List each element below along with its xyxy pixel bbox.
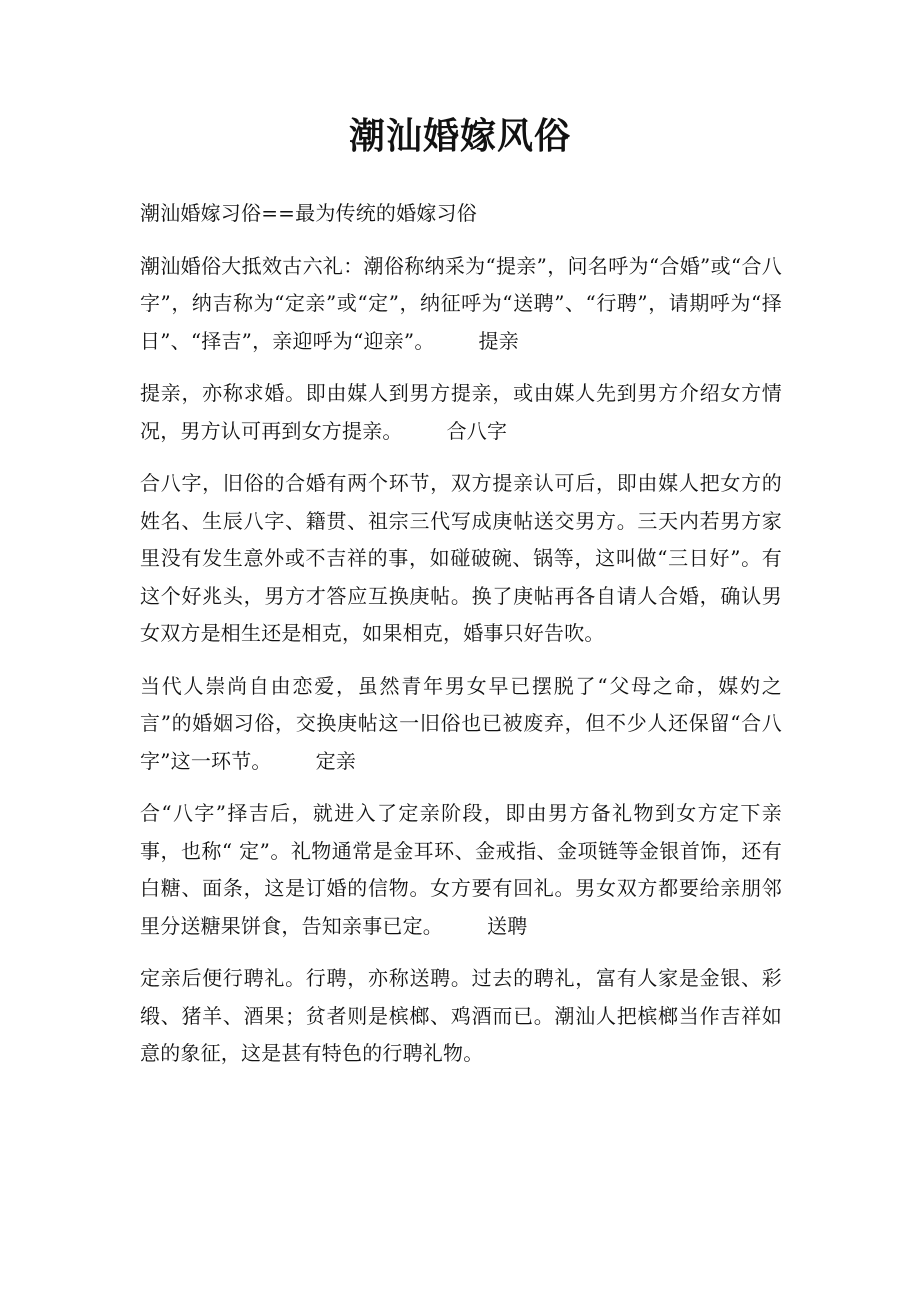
paragraph-text: 潮汕婚俗大抵效古六礼：潮俗称纳采为“提亲”，问名呼为“合婚”或“合八字”，纳吉称为“定亲”或“定”，纳征呼为“送聘”、“行聘”，请期呼为“择日”、“择吉”，亲迎呼为“迎亲”。: [140, 253, 782, 353]
paragraph-intro: [140, 248, 782, 361]
paragraph-hebazi: [140, 465, 782, 653]
paragraph-dingqin: [140, 795, 782, 945]
section-heading-dingqin: 定亲: [315, 748, 357, 773]
document-title: 潮汕婚嫁风俗: [348, 115, 571, 157]
paragraph-tiqin: [140, 375, 782, 450]
section-heading-songpin: 送聘: [487, 913, 528, 938]
section-heading-tiqin: 提亲: [478, 328, 519, 353]
paragraph-modern: [140, 668, 782, 781]
paragraph-songpin: [140, 960, 782, 1073]
paragraph-text: 定亲后便行聘礼。行聘，亦称送聘。过去的聘礼，富有人家是金银、彩缎、猪羊、酒果；贫者则是槟榔、鸡酒而已。潮汕人把槟榔当作吉祥如意的象征，这是甚有特色的行聘礼物。: [140, 966, 782, 1065]
section-heading-hebazi: 合八字: [446, 418, 508, 443]
subtitle-paragraph: 潮汕婚嫁习俗==最为传统的婚嫁习俗: [140, 201, 477, 225]
paragraph-text: 合“八字”择吉后，就进入了定亲阶段，即由男方备礼物到女方定下亲事，也称“ 定”。礼物通常是金耳环、金戒指、金项链等金银首饰，还有白糖、面条，这是订婚的信物。女方要有回礼。男女双方都要给亲朋邻里分送糖果饼食，告知亲事已定。: [140, 801, 782, 938]
paragraph-text: 提亲，亦称求婚。即由媒人到男方提亲，或由媒人先到男方介绍女方情况，男方认可再到女方提亲。: [140, 381, 782, 443]
paragraph-text: 合八字，旧俗的合婚有两个环节，双方提亲认可后，即由媒人把女方的姓名、生辰八字、籍贯、祖宗三代写成庚帖送交男方。三天内若男方家里没有发生意外或不吉祥的事，如碰破碗、锅等，这叫做“三日好”。有这个好兆头，男方才答应互换庚帖。换了庚帖再各自请人合婚，确认男女双方是相生还是相克，如果相克，婚事只好告吹。: [140, 471, 782, 645]
paragraph-text: 当代人崇尚自由恋爱，虽然青年男女早已摆脱了“父母之命，媒妁之言”的婚姻习俗，交换庚帖这一旧俗也已被废弃，但不少人还保留“合八字”这一环节。: [140, 673, 782, 773]
document-body: [140, 195, 782, 1088]
